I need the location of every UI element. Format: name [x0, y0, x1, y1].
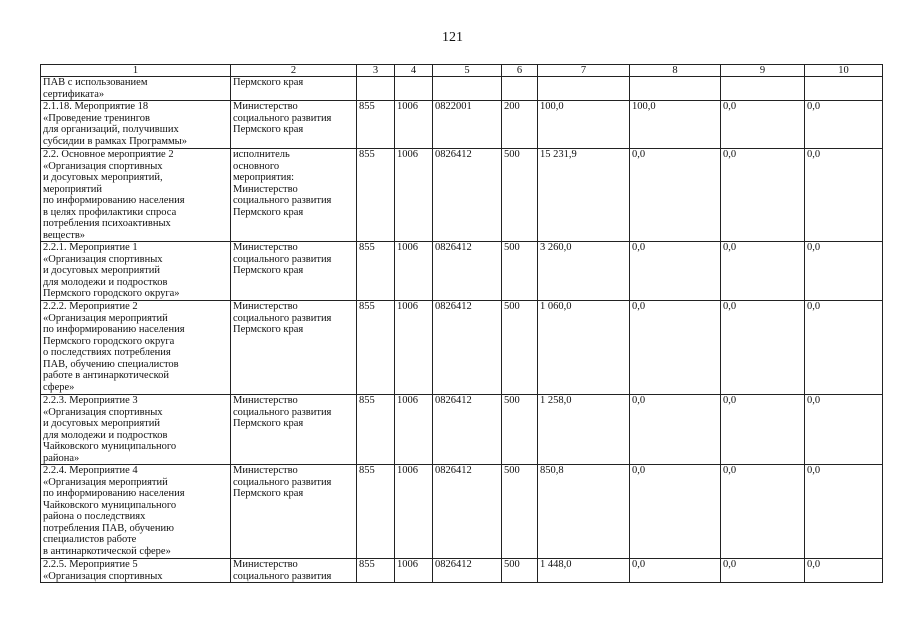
- expense-type-cell: 500: [502, 559, 538, 583]
- column-header: 9: [721, 65, 805, 77]
- ministry-code-cell: 855: [357, 242, 395, 301]
- column-header: 10: [805, 65, 883, 77]
- section-code-cell: [395, 77, 433, 101]
- amount-cell: 3 260,0: [538, 242, 630, 301]
- executor-cell: Министерство социального развития: [231, 559, 357, 583]
- amount-cell: 0,0: [805, 101, 883, 149]
- activity-cell: 2.2. Основное мероприятие 2 «Организация спортивных и досуговых мероприятий, мероприятий по информированию населения в целях профилактики спроса потребления психоактивных веществ»: [41, 149, 231, 242]
- amount-cell: 0,0: [805, 301, 883, 395]
- amount-cell: 0,0: [805, 242, 883, 301]
- executor-cell: Министерство социального развития Пермского края: [231, 242, 357, 301]
- amount-cell: 850,8: [538, 465, 630, 559]
- activity-cell: 2.1.18. Мероприятие 18 «Проведение тренингов для организаций, получивших субсидии в рамках Программы»: [41, 101, 231, 149]
- expense-type-cell: 500: [502, 301, 538, 395]
- amount-cell: 0,0: [805, 465, 883, 559]
- amount-cell: 0,0: [721, 149, 805, 242]
- table-row: [41, 465, 883, 559]
- section-code-cell: 1006: [395, 149, 433, 242]
- amount-cell: 0,0: [721, 559, 805, 583]
- section-code-cell: 1006: [395, 301, 433, 395]
- amount-cell: 15 231,9: [538, 149, 630, 242]
- executor-cell: Пермского края: [231, 77, 357, 101]
- expense-type-cell: 500: [502, 395, 538, 465]
- target-code-cell: 0826412: [433, 301, 502, 395]
- amount-cell: 100,0: [538, 101, 630, 149]
- ministry-code-cell: 855: [357, 465, 395, 559]
- section-code-cell: 1006: [395, 101, 433, 149]
- target-code-cell: 0826412: [433, 395, 502, 465]
- table-row: [41, 77, 883, 101]
- section-code-cell: 1006: [395, 465, 433, 559]
- amount-cell: 0,0: [721, 242, 805, 301]
- amount-cell: 0,0: [805, 395, 883, 465]
- amount-cell: 0,0: [630, 242, 721, 301]
- ministry-code-cell: 855: [357, 101, 395, 149]
- column-header: 2: [231, 65, 357, 77]
- amount-cell: 0,0: [630, 395, 721, 465]
- executor-cell: исполнитель основного мероприятия: Министерство социального развития Пермского края: [231, 149, 357, 242]
- expense-type-cell: 500: [502, 242, 538, 301]
- ministry-code-cell: 855: [357, 301, 395, 395]
- target-code-cell: 0826412: [433, 242, 502, 301]
- amount-cell: 0,0: [630, 149, 721, 242]
- amount-cell: 0,0: [805, 559, 883, 583]
- table-row: [41, 395, 883, 465]
- amount-cell: 0,0: [721, 465, 805, 559]
- amount-cell: 1 258,0: [538, 395, 630, 465]
- expense-type-cell: 500: [502, 149, 538, 242]
- ministry-code-cell: 855: [357, 395, 395, 465]
- activity-cell: 2.2.5. Мероприятие 5 «Организация спортивных: [41, 559, 231, 583]
- table-row: [41, 559, 883, 583]
- amount-cell: [538, 77, 630, 101]
- ministry-code-cell: 855: [357, 559, 395, 583]
- amount-cell: 100,0: [630, 101, 721, 149]
- executor-cell: Министерство социального развития Пермского края: [231, 301, 357, 395]
- column-number-row: [41, 65, 883, 77]
- column-header: 5: [433, 65, 502, 77]
- amount-cell: 0,0: [721, 101, 805, 149]
- target-code-cell: 0822001: [433, 101, 502, 149]
- column-header: 8: [630, 65, 721, 77]
- amount-cell: 1 060,0: [538, 301, 630, 395]
- amount-cell: 0,0: [721, 395, 805, 465]
- section-code-cell: 1006: [395, 242, 433, 301]
- table-row: [41, 301, 883, 395]
- expense-type-cell: 200: [502, 101, 538, 149]
- target-code-cell: [433, 77, 502, 101]
- column-header: 3: [357, 65, 395, 77]
- activity-cell: 2.2.4. Мероприятие 4 «Организация мероприятий по информированию населения Чайковского муниципального района о последствиях потребления ПАВ, обучению специалистов работе в антинаркотической сфере»: [41, 465, 231, 559]
- budget-table: [40, 64, 883, 583]
- column-header: 1: [41, 65, 231, 77]
- activity-cell: ПАВ с использованием сертификата»: [41, 77, 231, 101]
- amount-cell: [721, 77, 805, 101]
- expense-type-cell: [502, 77, 538, 101]
- ministry-code-cell: [357, 77, 395, 101]
- ministry-code-cell: 855: [357, 149, 395, 242]
- activity-cell: 2.2.3. Мероприятие 3 «Организация спортивных и досуговых мероприятий для молодежи и подростков Чайковского муниципального района»: [41, 395, 231, 465]
- column-header: 7: [538, 65, 630, 77]
- amount-cell: 1 448,0: [538, 559, 630, 583]
- target-code-cell: 0826412: [433, 149, 502, 242]
- page-number: 121: [442, 30, 463, 45]
- executor-cell: Министерство социального развития Пермского края: [231, 101, 357, 149]
- amount-cell: [805, 77, 883, 101]
- amount-cell: 0,0: [630, 301, 721, 395]
- amount-cell: [630, 77, 721, 101]
- executor-cell: Министерство социального развития Пермского края: [231, 465, 357, 559]
- target-code-cell: 0826412: [433, 559, 502, 583]
- amount-cell: 0,0: [721, 301, 805, 395]
- section-code-cell: 1006: [395, 559, 433, 583]
- activity-cell: 2.2.1. Мероприятие 1 «Организация спортивных и досуговых мероприятий для молодежи и подростков Пермского городского округа»: [41, 242, 231, 301]
- expense-type-cell: 500: [502, 465, 538, 559]
- amount-cell: 0,0: [805, 149, 883, 242]
- amount-cell: 0,0: [630, 465, 721, 559]
- executor-cell: Министерство социального развития Пермского края: [231, 395, 357, 465]
- column-header: 4: [395, 65, 433, 77]
- section-code-cell: 1006: [395, 395, 433, 465]
- activity-cell: 2.2.2. Мероприятие 2 «Организация мероприятий по информированию населения Пермского городского округа о последствиях потребления ПАВ, обучению специалистов работе в антинаркотической сфере»: [41, 301, 231, 395]
- amount-cell: 0,0: [630, 559, 721, 583]
- table-row: [41, 101, 883, 149]
- target-code-cell: 0826412: [433, 465, 502, 559]
- table-row: [41, 149, 883, 242]
- column-header: 6: [502, 65, 538, 77]
- table-row: [41, 242, 883, 301]
